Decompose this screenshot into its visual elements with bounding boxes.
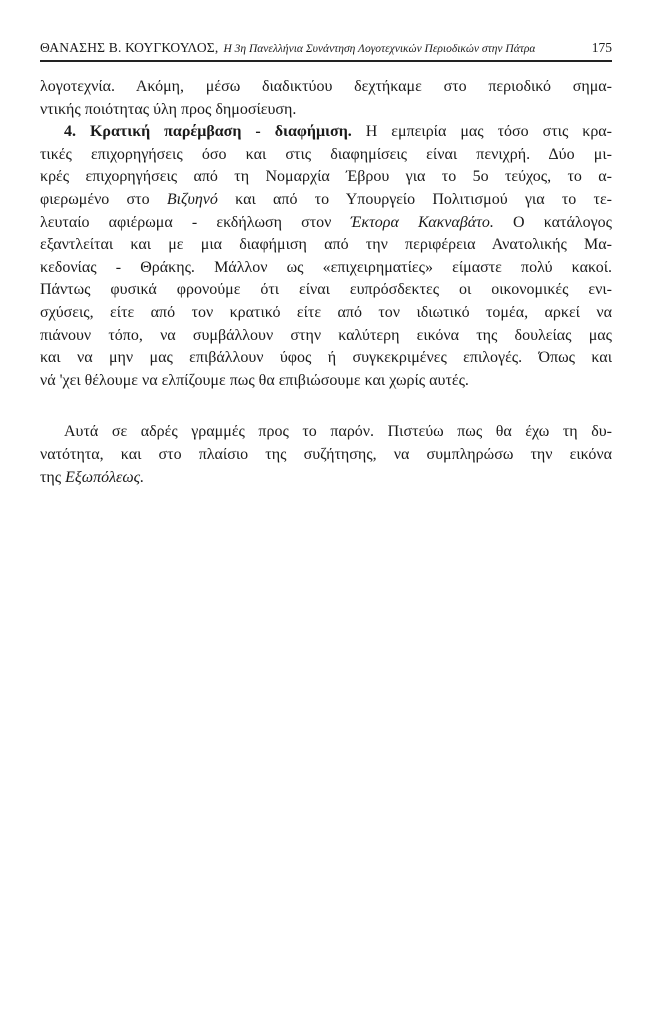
text-line: ντικής ποιότητας ύλη προς δημοσίευση.: [40, 100, 297, 118]
header-text: [40, 40, 535, 56]
italic-name: Έκτορα Κακναβάτο.: [350, 213, 494, 231]
paragraph-2: [40, 121, 612, 392]
text-line: λογοτεχνία. Ακόμη, μέσω διαδικτύου δεχτήκαμε στο περιοδικό σημα-: [40, 78, 612, 95]
italic-name: Βιζυηνό: [166, 190, 218, 208]
text-line: Αυτά σε αδρές γραμμές προς το παρόν. Πιστεύω πως θα έχω τη δυ-: [64, 423, 612, 441]
text-line: νά 'χει θέλουμε να ελπίζουμε πως θα επιβιώσουμε και χωρίς αυτές.: [40, 371, 469, 389]
text-line: [40, 121, 612, 144]
text-line: κεδονίας - Θράκης. Μάλλον ως «επιχειρηματίες» είμαστε πολύ κακοί.: [40, 258, 612, 276]
text-line: εξαντλείται και με μια διαφήμιση από την περιφέρεια Ανατολικής Μα-: [40, 236, 612, 254]
running-header: [40, 40, 612, 62]
text-line: [40, 467, 612, 490]
text-line: κρές επιχορηγήσεις από τη Νομαρχία Έβρου για το 5ο τεύχος, το α-: [40, 168, 612, 186]
text-fragment: Ο κατάλογος: [513, 213, 613, 231]
text-line: νατότητα, και στο πλαίσιο της συζήτησης, να συμπληρώσω την εικόνα: [40, 445, 612, 463]
page-body: [40, 76, 612, 489]
paragraph-1: [40, 76, 612, 121]
text-fragment: της: [40, 468, 62, 486]
italic-name: Εξωπόλεως.: [65, 468, 145, 486]
header-author: ΘΑΝΑΣΗΣ Β. ΚΟΥΓΚΟΥΛΟΣ,: [40, 40, 219, 55]
book-page: [40, 40, 612, 489]
text-line: τικές επιχορηγήσεις όσο και στις διαφημίσεις είναι πενιχρή. Δύο μι-: [40, 145, 612, 163]
text-fragment: και από το Υπουργείο Πολιτισμού για το τε-: [235, 190, 612, 208]
text-fragment: Η εμπειρία μας τόσο στις κρα-: [365, 123, 613, 141]
page-number: 175: [591, 40, 612, 55]
text-fragment: φιερωμένο στο: [40, 190, 150, 208]
text-line: και να μην μας επιβάλλουν ύφος ή συγκεκριμένες επιλογές. Όπως και: [40, 349, 612, 367]
text-fragment: λευταίο αφιέρωμα - εκδήλωση στον: [40, 213, 332, 231]
text-line: [40, 189, 612, 212]
header-title: Η 3η Πανελλήνια Συνάντηση Λογοτεχνικών Περιοδικών στην Πάτρα: [223, 43, 536, 55]
text-line: σχύσεις, είτε από τον κρατικό είτε από τον ιδιωτικό τομέα, αρκεί να: [40, 303, 612, 321]
text-line: Πάντως φυσικά φρονούμε ότι είναι ευπρόσδεκτες οι οικονομικές ενι-: [40, 281, 612, 299]
text-line: [40, 212, 612, 235]
text-line: πιάνουν τόπο, να συμβάλλουν στην καλύτερη εικόνα της δουλείας μας: [40, 326, 612, 344]
paragraph-gap: [40, 392, 612, 421]
section-heading: 4. Κρατική παρέμβαση - διαφήμιση.: [64, 123, 352, 141]
paragraph-3: [40, 421, 612, 489]
